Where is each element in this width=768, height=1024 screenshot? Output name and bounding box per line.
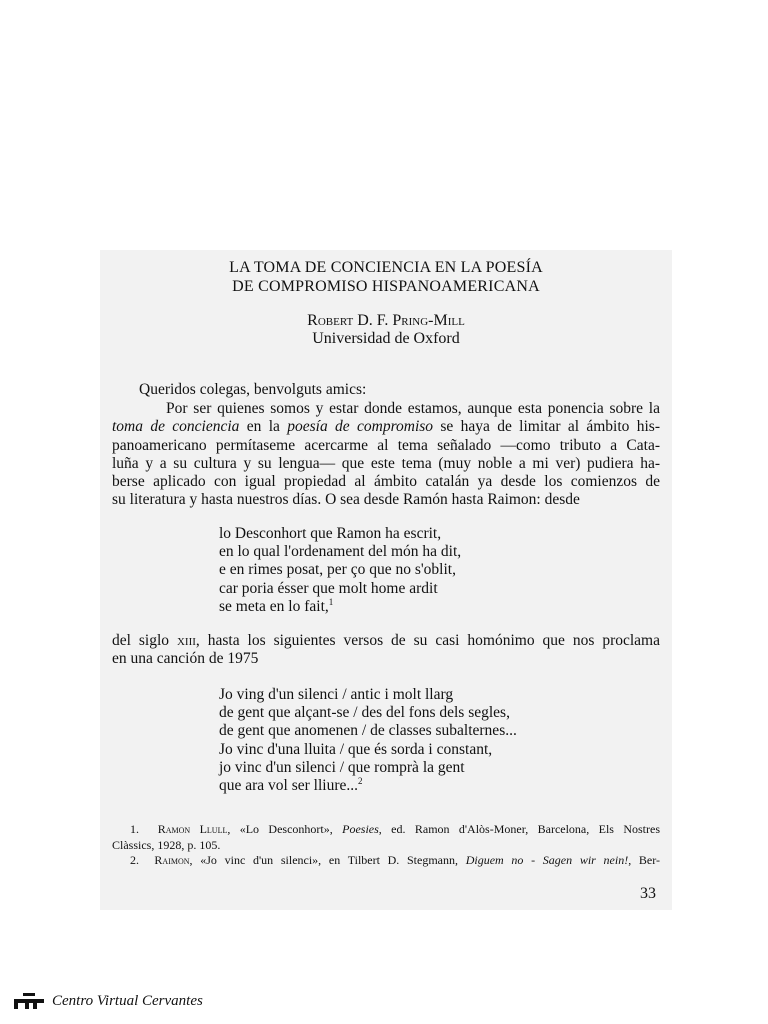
author-name-text: Robert D. F. Pring-Mill <box>307 312 465 329</box>
paragraph-line: berse aplicado con igual propiedad al ámbito catalán ya desde los comienzos de <box>112 473 660 491</box>
paragraph-line: su literatura y hasta nuestros días. O sea desde Ramón hasta Raimon: desde <box>112 491 580 509</box>
title-line-1: LA TOMA DE CONCIENCIA EN LA POESÍA <box>229 259 543 276</box>
greeting: Queridos colegas, benvolguts amics: <box>139 381 367 398</box>
footnote-2: 2. Raimon, «Jo vinc d'un silenci», en Tilbert D. Stegmann, Diguem no - Sagen wir nein!, Ber- <box>130 853 660 867</box>
footnotes <box>112 822 660 869</box>
verse-quote-2 <box>219 686 517 795</box>
verse-line: Jo vinc d'una lluita / que és sorda i constant, <box>219 740 493 758</box>
verse-line: que ara vol ser lliure...$^2$ <box>219 776 363 795</box>
verse-line: se meta en lo fait,$^1$ <box>219 596 334 615</box>
page-number: 33 <box>640 885 656 902</box>
author-affiliation: Universidad de Oxford <box>312 330 460 347</box>
author-name <box>100 311 672 330</box>
brand-name: Centro Virtual Cervantes <box>52 992 203 1009</box>
verse-line: lo Desconhort que Ramon ha escrit, <box>219 525 442 542</box>
verse-line: de gent que alçant-se / des del fons dels segles, <box>219 704 510 722</box>
footnote-ref-1: 1 <box>328 596 334 607</box>
footnote-1: 1. Ramon Llull, «Lo Desconhort», Poesies, ed. Ramon d'Alòs-Moner, Barcelona, Els Nostres <box>130 822 660 836</box>
article-title <box>100 258 672 296</box>
verse-line: Jo ving d'un silenci / antic i molt llarg <box>219 686 454 703</box>
verse-line: car poria ésser que molt home ardit <box>219 579 438 597</box>
paragraph-1 <box>112 400 660 510</box>
paragraph-line: toma de conciencia en la poesía de compromiso se haya de limitar al ámbito his- <box>112 418 660 436</box>
footnote-1-continued: Clàssics, 1928, p. 105. <box>112 837 221 852</box>
paragraph-line: en una canción de 1975 <box>112 650 259 668</box>
paragraph-line: luña y a su cultura y su lengua— que este tema (muy noble a mi ver) pudiera ha- <box>112 454 660 472</box>
paragraph-line: panoamericano permítaseme acercarme al tema señalado —como tributo a Cata- <box>112 436 660 454</box>
footer-brand[interactable] <box>14 990 203 1012</box>
verse-line: jo vinc d'un silenci / que romprà la gent <box>219 758 465 776</box>
footnote-ref-2: 2 <box>358 776 363 787</box>
paragraph-line: del siglo xiii, hasta los siguientes versos de su casi homónimo que nos proclama <box>112 632 660 649</box>
verse-line: en lo qual l'ordenament del món ha dit, <box>219 543 462 561</box>
paragraph-2 <box>112 632 660 669</box>
cvc-logo-icon <box>14 993 44 1009</box>
title-line-2: DE COMPROMISO HISPANOAMERICANA <box>232 278 540 295</box>
verse-quote-1 <box>219 525 461 616</box>
paragraph-line: Por ser quienes somos y estar donde estamos, aunque esta ponencia sobre la <box>166 400 660 417</box>
verse-line: de gent que anomenen / de classes subalternes... <box>219 722 517 740</box>
verse-line: e en rimes posat, per ço que no s'oblit, <box>219 561 456 579</box>
